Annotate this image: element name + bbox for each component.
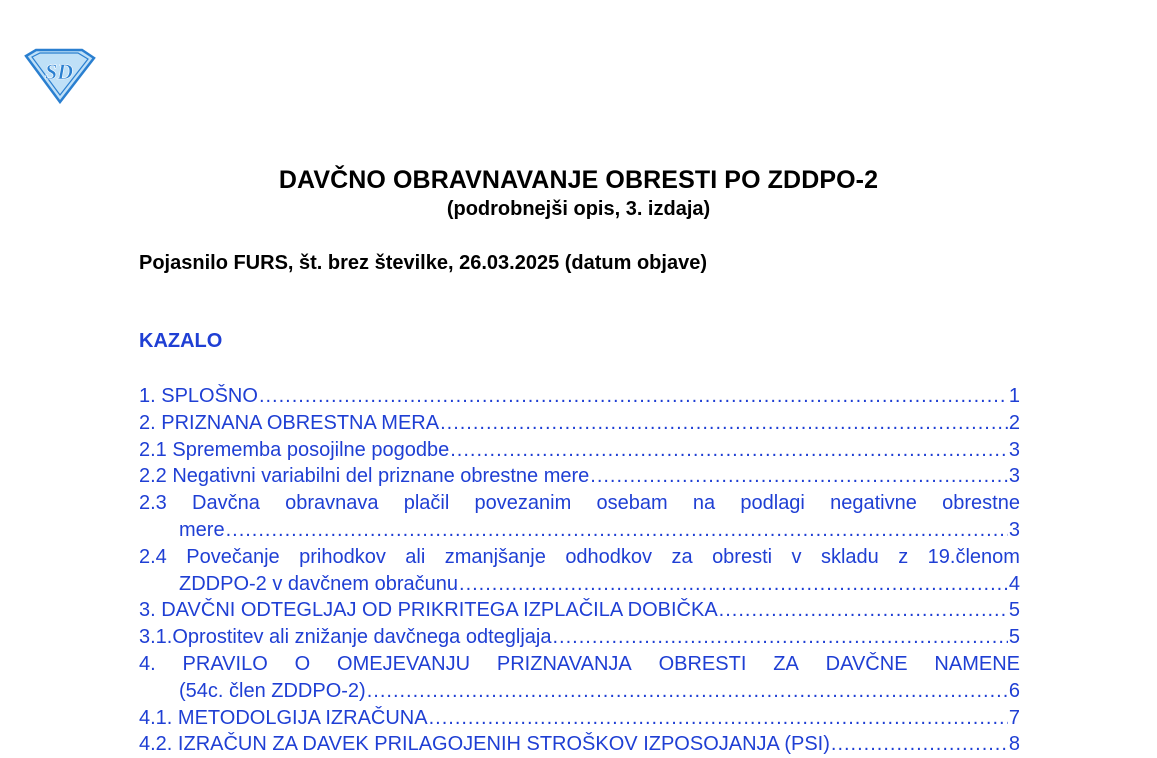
- toc-line: [139, 678, 1020, 705]
- toc-entry-label: ZDDPO-2 v davčnem obračunu: [179, 572, 459, 595]
- toc-word: osebam: [596, 492, 668, 515]
- toc-entry[interactable]: [139, 624, 1020, 651]
- toc-entry-page: 5: [1008, 626, 1020, 649]
- toc-line: [139, 731, 1020, 758]
- toc-word: ali: [405, 545, 426, 568]
- toc-line: [139, 624, 1020, 651]
- toc-entry[interactable]: [139, 651, 1020, 705]
- toc-entry-label: 4.2. IZRAČUN ZA DAVEK PRILAGOJENIH STROŠKOV IZPOSOJANJA (PSI): [139, 733, 830, 756]
- toc-word: plačil: [403, 492, 450, 515]
- toc-entry[interactable]: [139, 544, 1020, 598]
- toc-entry-first-line: [139, 490, 1020, 517]
- company-logo: [22, 48, 96, 104]
- toc-entry-label: mere: [179, 518, 225, 541]
- toc-entry[interactable]: [139, 437, 1020, 464]
- toc-word: O: [294, 652, 311, 675]
- logo-lettering: SD: [44, 59, 74, 84]
- toc-entry[interactable]: [139, 490, 1020, 544]
- toc-line: [139, 705, 1020, 732]
- toc-entry-label: 2.2 Negativni variabilni del priznane obrestne mere: [139, 465, 590, 488]
- toc-leader-dots: [552, 624, 1007, 651]
- toc-entry-label: 1. SPLOŠNO: [139, 385, 258, 407]
- toc-entry-page: 3: [1008, 465, 1020, 488]
- toc-leader-dots: [440, 410, 1008, 437]
- toc-entry-page: 3: [1008, 518, 1020, 541]
- toc-leader-dots: [590, 463, 1008, 490]
- toc-entry[interactable]: [139, 410, 1020, 437]
- toc-word: zmanjšanje: [444, 545, 546, 568]
- toc-word: Povečanje: [186, 545, 280, 568]
- toc-word: negativne: [830, 492, 917, 515]
- table-of-contents: [139, 383, 1020, 758]
- toc-word: OMEJEVANJU: [337, 652, 471, 675]
- toc-word: za: [671, 545, 693, 568]
- toc-leader-dots: [459, 571, 1008, 598]
- toc-line: [139, 597, 1020, 624]
- toc-word: PRIZNAVANJA: [496, 652, 632, 675]
- toc-word: DAVČNE: [825, 652, 908, 675]
- toc-entry-label: 3. DAVČNI ODTEGLJAJ OD PRIKRITEGA IZPLAČILA DOBIČKA: [139, 599, 718, 622]
- toc-entry[interactable]: [139, 383, 1020, 410]
- toc-entry[interactable]: [139, 463, 1020, 490]
- toc-word: odhodkov: [565, 545, 653, 568]
- toc-word: prihodkov: [299, 545, 386, 568]
- toc-word: podlagi: [740, 492, 805, 515]
- toc-line: [139, 463, 1020, 490]
- toc-line: [139, 437, 1020, 464]
- toc-line: [139, 410, 1020, 437]
- toc-word: obravnava: [285, 492, 379, 515]
- toc-entry-page: 4: [1008, 572, 1020, 595]
- toc-entry-first-line: [139, 544, 1020, 571]
- toc-entry-page: 5: [1008, 599, 1020, 622]
- toc-word: Davčna: [192, 492, 260, 515]
- toc-word: PRAVILO: [182, 652, 268, 675]
- toc-entry-page: 2: [1008, 411, 1020, 434]
- toc-word: skladu: [820, 545, 879, 568]
- toc-entry[interactable]: [139, 597, 1020, 624]
- toc-word: 2.4: [139, 545, 167, 568]
- toc-heading: KAZALO: [139, 330, 223, 352]
- toc-line: [139, 517, 1020, 544]
- toc-word: v: [791, 545, 802, 568]
- toc-leader-dots: [429, 705, 1008, 732]
- toc-leader-dots: [259, 383, 1008, 410]
- toc-word: 4.: [139, 652, 156, 675]
- toc-entry-page: 3: [1008, 438, 1020, 461]
- toc-word: z: [898, 545, 909, 568]
- source-line: Pojasnilo FURS, št. brez številke, 26.03.2025 (datum objave): [139, 252, 707, 274]
- toc-word: obrestne: [942, 492, 1020, 515]
- toc-word: obresti: [712, 545, 773, 568]
- toc-word: 19.členom: [927, 545, 1020, 568]
- toc-word: povezanim: [474, 492, 572, 515]
- toc-word: na: [692, 492, 716, 515]
- toc-entry-page: 1: [1008, 385, 1020, 407]
- toc-entry[interactable]: [139, 705, 1020, 732]
- toc-line: [139, 571, 1020, 598]
- toc-leader-dots: [719, 597, 1008, 624]
- document-title: DAVČNO OBRAVNAVANJE OBRESTI PO ZDDPO-2: [278, 166, 879, 194]
- toc-line: [139, 383, 1020, 410]
- toc-entry-page: 8: [1008, 733, 1020, 756]
- toc-entry-label: 2. PRIZNANA OBRESTNA MERA: [139, 411, 440, 434]
- toc-word: NAMENE: [934, 652, 1020, 675]
- toc-entry[interactable]: [139, 731, 1020, 758]
- toc-entry-label: 3.1.Oprostitev ali znižanje davčnega odtegljaja: [139, 626, 552, 649]
- toc-entry-label: 2.1 Sprememba posojilne pogodbe: [139, 438, 450, 461]
- toc-leader-dots: [367, 678, 1008, 705]
- toc-leader-dots: [226, 517, 1008, 544]
- toc-entry-label: (54c. člen ZDDPO-2): [179, 679, 366, 702]
- document-subtitle: (podrobnejši opis, 3. izdaja): [446, 198, 711, 220]
- toc-entry-label: 4.1. METODOLGIJA IZRAČUNA: [139, 706, 428, 729]
- toc-leader-dots: [831, 731, 1008, 758]
- toc-entry-first-line: [139, 651, 1020, 678]
- toc-word: OBRESTI: [658, 652, 747, 675]
- toc-entry-page: 7: [1008, 706, 1020, 729]
- toc-word: 2.3: [139, 492, 167, 515]
- toc-word: ZA: [773, 652, 799, 675]
- toc-leader-dots: [450, 437, 1008, 464]
- toc-entry-page: 6: [1008, 679, 1020, 702]
